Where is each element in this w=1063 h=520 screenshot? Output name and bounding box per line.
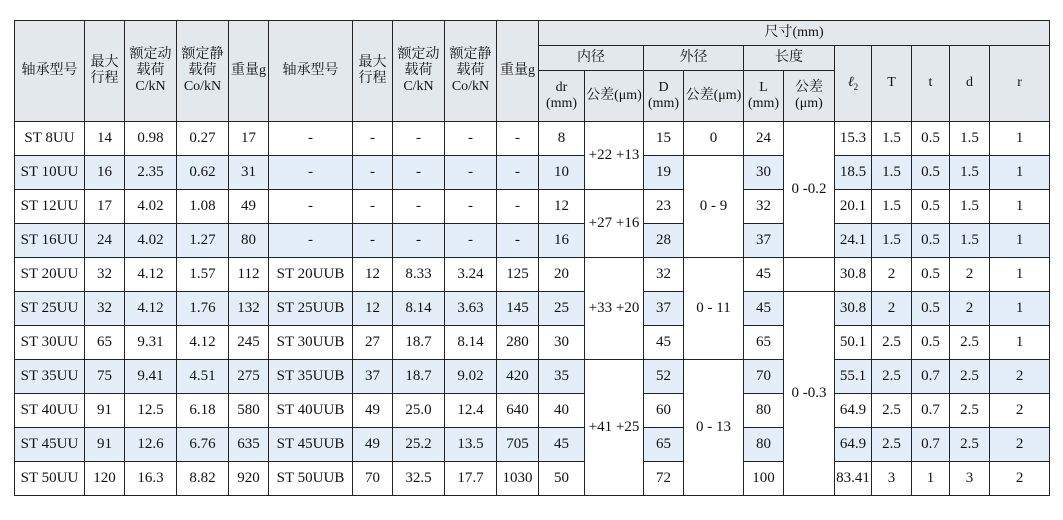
cell-wt2: 705 [497,428,539,462]
cell-d: 1.5 [950,156,990,190]
cell-dyn: 4.12 [125,292,177,326]
cell-dr: 40 [539,394,585,428]
header-max-stroke-2: 最大行程 [353,21,393,122]
table-row [15,360,1050,394]
table-row [15,190,1050,224]
header-weight-2: 重量g [497,21,539,122]
cell-stat: 4.51 [177,360,229,394]
table-row [15,122,1050,156]
cell-d: 3 [950,462,990,496]
cell-L: 45 [744,258,784,292]
cell-dr: 30 [539,326,585,360]
cell-model2: - [269,156,353,190]
cell-stroke: 120 [85,462,125,496]
cell-dr: 35 [539,360,585,394]
header-model-2: 轴承型号 [269,21,353,122]
cell-T: 1.5 [872,190,912,224]
cell-d: 2.5 [950,428,990,462]
cell-r: 2 [990,360,1050,394]
cell-T: 1.5 [872,224,912,258]
cell-dyn2: - [393,156,445,190]
cell-stat2: 17.7 [445,462,497,496]
cell-model: ST 40UU [15,394,85,428]
cell-tol-inner-1: +22 +13 [585,122,644,190]
cell-dyn2: 8.14 [393,292,445,326]
header-inner-diameter: 内径 [539,46,644,71]
cell-stat: 0.27 [177,122,229,156]
cell-r: 1 [990,122,1050,156]
cell-wt: 920 [229,462,269,496]
table-row [15,258,1050,292]
cell-l2: 55.1 [835,360,872,394]
cell-d: 2.5 [950,326,990,360]
cell-model: ST 35UU [15,360,85,394]
cell-stroke2: - [353,156,393,190]
cell-stroke2: 49 [353,428,393,462]
cell-d: 2 [950,292,990,326]
cell-stat: 4.12 [177,326,229,360]
cell-stat: 1.08 [177,190,229,224]
cell-stroke2: 49 [353,394,393,428]
cell-stat2: 12.4 [445,394,497,428]
cell-t: 0.5 [912,224,950,258]
cell-L: 70 [744,360,784,394]
cell-dyn2: - [393,190,445,224]
cell-stroke: 24 [85,224,125,258]
cell-t: 0.5 [912,326,950,360]
cell-l2: 18.5 [835,156,872,190]
cell-stat2: - [445,122,497,156]
cell-dyn2: 25.0 [393,394,445,428]
cell-wt: 132 [229,292,269,326]
cell-d: 1.5 [950,122,990,156]
cell-D: 28 [644,224,684,258]
cell-wt: 112 [229,258,269,292]
cell-stroke: 32 [85,258,125,292]
cell-stroke: 65 [85,326,125,360]
header-static-load-2: 额定静载荷Co/kN [445,21,497,122]
cell-tol-outer-3: 0 - 11 [684,258,744,360]
cell-wt2: - [497,122,539,156]
cell-dyn: 4.02 [125,190,177,224]
cell-stroke2: - [353,122,393,156]
header-d: d [950,46,990,122]
cell-stroke2: 37 [353,360,393,394]
cell-l2: 30.8 [835,292,872,326]
cell-dyn: 12.5 [125,394,177,428]
cell-r: 2 [990,462,1050,496]
cell-L: 37 [744,224,784,258]
table-row [15,156,1050,190]
cell-D: 32 [644,258,684,292]
table-row [15,462,1050,496]
cell-D: 72 [644,462,684,496]
cell-tol-outer-1: 0 [684,122,744,156]
cell-wt: 49 [229,190,269,224]
cell-dyn2: 8.33 [393,258,445,292]
cell-stat2: 8.14 [445,326,497,360]
cell-r: 1 [990,326,1050,360]
cell-d: 2 [950,258,990,292]
cell-l2: 24.1 [835,224,872,258]
cell-model2: ST 35UUB [269,360,353,394]
table-row [15,292,1050,326]
cell-model2: ST 50UUB [269,462,353,496]
cell-stroke2: 12 [353,292,393,326]
cell-t: 1 [912,462,950,496]
cell-t: 0.7 [912,394,950,428]
cell-T: 1.5 [872,156,912,190]
cell-dr: 25 [539,292,585,326]
cell-t: 0.5 [912,258,950,292]
cell-model: ST 30UU [15,326,85,360]
cell-stat: 6.76 [177,428,229,462]
cell-stat: 1.27 [177,224,229,258]
cell-dyn: 12.6 [125,428,177,462]
cell-wt: 31 [229,156,269,190]
cell-r: 1 [990,224,1050,258]
cell-T: 2 [872,292,912,326]
cell-T: 3 [872,462,912,496]
cell-r: 1 [990,292,1050,326]
cell-stat: 1.57 [177,258,229,292]
cell-wt2: 125 [497,258,539,292]
table-row [15,326,1050,360]
cell-model: ST 8UU [15,122,85,156]
cell-tol-outer-4: 0 - 13 [684,360,744,496]
cell-wt2: - [497,224,539,258]
cell-dr: 45 [539,428,585,462]
cell-stat2: - [445,190,497,224]
cell-dr: 12 [539,190,585,224]
header-weight: 重量g [229,21,269,122]
cell-model2: ST 25UUB [269,292,353,326]
cell-t: 0.5 [912,156,950,190]
cell-t: 0.7 [912,360,950,394]
cell-wt: 17 [229,122,269,156]
header-outer-diameter: 外径 [644,46,744,71]
cell-L: 24 [744,122,784,156]
header-D: D (mm) [644,71,684,122]
header-dimensions: 尺寸(mm) [539,21,1050,46]
cell-wt2: - [497,190,539,224]
cell-wt2: 145 [497,292,539,326]
cell-t: 0.5 [912,122,950,156]
cell-dyn: 0.98 [125,122,177,156]
cell-stroke: 91 [85,394,125,428]
cell-wt: 245 [229,326,269,360]
cell-model2: ST 30UUB [269,326,353,360]
cell-t: 0.7 [912,428,950,462]
cell-r: 2 [990,428,1050,462]
header-static-load: 额定静载荷Co/kN [177,21,229,122]
cell-model2: ST 20UUB [269,258,353,292]
cell-dyn2: 18.7 [393,326,445,360]
cell-tol-inner-4: +41 +25 [585,360,644,496]
cell-stat: 1.76 [177,292,229,326]
cell-L: 32 [744,190,784,224]
cell-stroke2: - [353,224,393,258]
cell-dyn: 9.31 [125,326,177,360]
cell-T: 2.5 [872,360,912,394]
cell-tol-inner-2: +27 +16 [585,190,644,258]
cell-wt2: 280 [497,326,539,360]
cell-dr: 50 [539,462,585,496]
cell-r: 1 [990,258,1050,292]
header-model: 轴承型号 [15,21,85,122]
cell-T: 2 [872,258,912,292]
cell-model: ST 25UU [15,292,85,326]
table-row [15,428,1050,462]
table-row [15,224,1050,258]
cell-T: 1.5 [872,122,912,156]
cell-tol-inner-3: +33 +20 [585,258,644,360]
cell-d: 1.5 [950,224,990,258]
cell-L: 80 [744,394,784,428]
cell-T: 2.5 [872,394,912,428]
cell-model: ST 45UU [15,428,85,462]
cell-l2: 64.9 [835,394,872,428]
cell-dyn2: 18.7 [393,360,445,394]
cell-stroke: 75 [85,360,125,394]
cell-dyn2: 25.2 [393,428,445,462]
cell-model: ST 50UU [15,462,85,496]
cell-l2: 50.1 [835,326,872,360]
cell-dyn: 4.02 [125,224,177,258]
cell-t: 0.5 [912,292,950,326]
cell-dr: 16 [539,224,585,258]
cell-D: 37 [644,292,684,326]
cell-tol-outer-2: 0 - 9 [684,156,744,258]
cell-l2: 64.9 [835,428,872,462]
header-dr: dr (mm) [539,71,585,122]
cell-l2: 15.3 [835,122,872,156]
cell-wt2: - [497,156,539,190]
cell-L: 80 [744,428,784,462]
cell-r: 1 [990,156,1050,190]
cell-tol-length-1: 0 -0.2 [784,122,835,258]
cell-stroke2: 12 [353,258,393,292]
cell-d: 1.5 [950,190,990,224]
header-dynamic-load: 额定动载荷C/kN [125,21,177,122]
cell-stat: 0.62 [177,156,229,190]
cell-T: 2.5 [872,326,912,360]
cell-wt2: 1030 [497,462,539,496]
cell-l2: 30.8 [835,258,872,292]
cell-L: 30 [744,156,784,190]
header-tolerance-inner: 公差(μm) [585,71,644,122]
header-r: r [990,46,1050,122]
table-body [15,122,1050,496]
cell-D: 23 [644,190,684,224]
cell-tol-length-2: 0 -0.3 [784,292,835,496]
cell-D: 19 [644,156,684,190]
cell-tol-length-empty [784,258,835,292]
header-T: T [872,46,912,122]
cell-dyn: 2.35 [125,156,177,190]
cell-D: 15 [644,122,684,156]
bearing-spec-table [14,20,1050,496]
cell-wt2: 640 [497,394,539,428]
cell-t: 0.5 [912,190,950,224]
cell-model: ST 16UU [15,224,85,258]
cell-wt: 580 [229,394,269,428]
cell-T: 2.5 [872,428,912,462]
cell-L: 65 [744,326,784,360]
cell-dr: 20 [539,258,585,292]
cell-stroke2: 70 [353,462,393,496]
cell-dyn2: - [393,224,445,258]
cell-dr: 8 [539,122,585,156]
cell-d: 2.5 [950,394,990,428]
cell-stroke: 32 [85,292,125,326]
cell-wt: 80 [229,224,269,258]
cell-model2: ST 45UUB [269,428,353,462]
cell-stroke: 16 [85,156,125,190]
header-max-stroke: 最大行程 [85,21,125,122]
cell-dyn2: - [393,122,445,156]
cell-stat: 6.18 [177,394,229,428]
cell-r: 1 [990,190,1050,224]
table-row [15,394,1050,428]
cell-dr: 10 [539,156,585,190]
cell-model2: ST 40UUB [269,394,353,428]
cell-wt2: 420 [497,360,539,394]
header-tolerance-outer: 公差(μm) [684,71,744,122]
cell-D: 45 [644,326,684,360]
cell-stroke2: 27 [353,326,393,360]
cell-stat2: 3.24 [445,258,497,292]
cell-stat: 8.82 [177,462,229,496]
cell-model2: - [269,190,353,224]
header-l2: ℓ$_2$ [835,46,872,122]
cell-l2: 20.1 [835,190,872,224]
header-t: t [912,46,950,122]
cell-dyn: 16.3 [125,462,177,496]
cell-model2: - [269,224,353,258]
cell-stat2: 3.63 [445,292,497,326]
cell-model: ST 10UU [15,156,85,190]
cell-L: 100 [744,462,784,496]
cell-stroke: 14 [85,122,125,156]
header-L: L (mm) [744,71,784,122]
cell-D: 60 [644,394,684,428]
cell-d: 2.5 [950,360,990,394]
cell-stroke: 17 [85,190,125,224]
cell-stat2: 9.02 [445,360,497,394]
cell-wt: 635 [229,428,269,462]
spec-table-container [14,20,1050,496]
cell-D: 65 [644,428,684,462]
cell-stroke2: - [353,190,393,224]
header-tolerance-length: 公差(μm) [784,71,835,122]
cell-model: ST 12UU [15,190,85,224]
cell-L: 45 [744,292,784,326]
cell-stat2: - [445,224,497,258]
cell-stroke: 91 [85,428,125,462]
table-header [15,21,1050,122]
cell-dyn: 9.41 [125,360,177,394]
cell-stat2: 13.5 [445,428,497,462]
header-dynamic-load-2: 额定动载荷C/kN [393,21,445,122]
cell-dyn2: 32.5 [393,462,445,496]
cell-r: 2 [990,394,1050,428]
cell-stat2: - [445,156,497,190]
cell-wt: 275 [229,360,269,394]
cell-l2: 83.41 [835,462,872,496]
cell-model2: - [269,122,353,156]
cell-model: ST 20UU [15,258,85,292]
cell-D: 52 [644,360,684,394]
cell-dyn: 4.12 [125,258,177,292]
header-length: 长度 [744,46,835,71]
